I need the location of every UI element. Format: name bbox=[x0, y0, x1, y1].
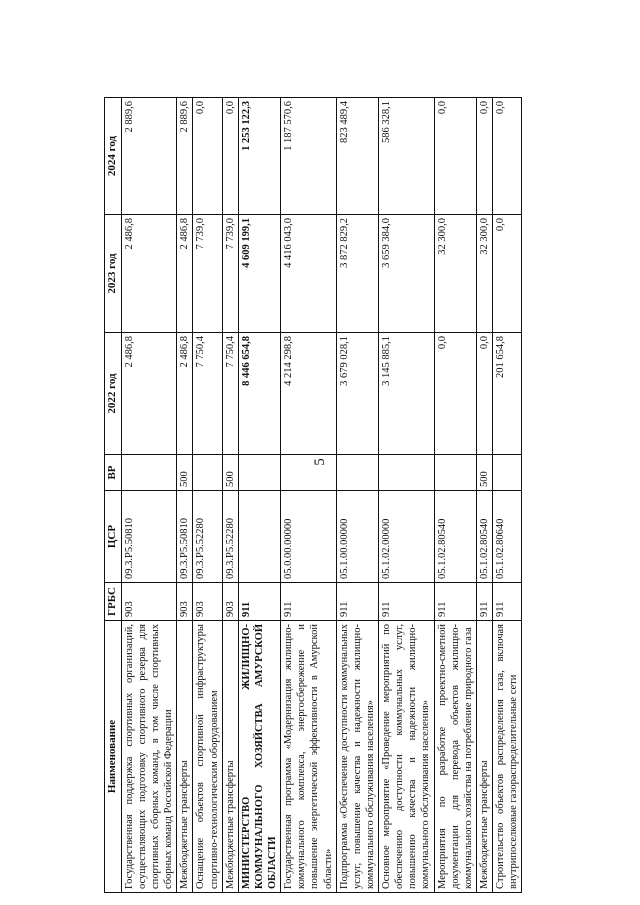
table-row bbox=[493, 98, 522, 893]
cell-name: Межбюджетные трансферты bbox=[476, 621, 492, 893]
table-row bbox=[121, 98, 177, 893]
cell-vr bbox=[281, 455, 337, 491]
cell-2023: 2 486,8 bbox=[177, 215, 193, 333]
cell-2022: 3 145 885,1 bbox=[379, 333, 435, 455]
cell-csr: 05.1.02.80540 bbox=[434, 491, 476, 583]
cell-grbs: 911 bbox=[281, 583, 337, 621]
cell-2022: 2 486,8 bbox=[121, 333, 177, 455]
cell-vr bbox=[193, 455, 222, 491]
cell-name: Государственная поддержка спортивных организаций, осуществляющих подготовку спортивного резерва для спортивных сборных команд, в том числе спортивных сборных команд Российской Федерации bbox=[121, 621, 177, 893]
table-row bbox=[476, 98, 492, 893]
cell-name: Основное мероприятие «Проведение мероприятий по обеспечению доступности коммунальных услуг, повышению качества и надежности жилищно-коммунального обслуживания населения» bbox=[379, 621, 435, 893]
table-row bbox=[177, 98, 193, 893]
cell-csr: 09.3.P5.52280 bbox=[193, 491, 222, 583]
cell-2022: 3 679 028,1 bbox=[336, 333, 378, 455]
cell-name: МИНИСТЕРСТВО ЖИЛИЩНО-КОММУНАЛЬНОГО ХОЗЯЙСТВА АМУРСКОЙ ОБЛАСТИ bbox=[238, 621, 280, 893]
cell-grbs: 903 bbox=[121, 583, 177, 621]
cell-csr: 05.1.02.80640 bbox=[493, 491, 522, 583]
cell-2022: 7 750,4 bbox=[193, 333, 222, 455]
table-header-row bbox=[105, 98, 122, 893]
cell-2023: 3 659 384,0 bbox=[379, 215, 435, 333]
header-csr: ЦСР bbox=[105, 491, 122, 583]
cell-2024: 1 253 122,3 bbox=[238, 98, 280, 215]
cell-2022: 0,0 bbox=[476, 333, 492, 455]
cell-vr bbox=[238, 455, 280, 491]
cell-grbs: 911 bbox=[238, 583, 280, 621]
cell-2024: 0,0 bbox=[493, 98, 522, 215]
cell-name: Государственная программа «Модернизация жилищно-коммунального комплекса, энергосбережение и повышение энергетической эффективности в Амурской области» bbox=[281, 621, 337, 893]
table-row bbox=[379, 98, 435, 893]
cell-2023: 3 872 829,2 bbox=[336, 215, 378, 333]
cell-2022: 8 446 654,8 bbox=[238, 333, 280, 455]
cell-grbs: 903 bbox=[222, 583, 238, 621]
page-number: 5 bbox=[312, 458, 328, 466]
cell-2023: 2 486,8 bbox=[121, 215, 177, 333]
cell-grbs: 911 bbox=[336, 583, 378, 621]
table-row bbox=[222, 98, 238, 893]
cell-2024: 0,0 bbox=[193, 98, 222, 215]
cell-2022: 201 654,8 bbox=[493, 333, 522, 455]
cell-2023: 7 739,0 bbox=[193, 215, 222, 333]
table-row bbox=[281, 98, 337, 893]
cell-vr bbox=[336, 455, 378, 491]
cell-vr bbox=[121, 455, 177, 491]
cell-vr: 500 bbox=[222, 455, 238, 491]
cell-name: Подпрограмма «Обеспечение доступности коммунальных услуг, повышение качества и надежности жилищно-коммунального обслуживания населения» bbox=[336, 621, 378, 893]
table-row bbox=[238, 98, 280, 893]
table-row bbox=[193, 98, 222, 893]
cell-vr bbox=[493, 455, 522, 491]
cell-2023: 4 609 199,1 bbox=[238, 215, 280, 333]
cell-grbs: 903 bbox=[177, 583, 193, 621]
cell-2022: 2 486,8 bbox=[177, 333, 193, 455]
table-row bbox=[336, 98, 378, 893]
cell-name: Межбюджетные трансферты bbox=[177, 621, 193, 893]
cell-grbs: 911 bbox=[379, 583, 435, 621]
cell-csr: 09.3.P5.52280 bbox=[222, 491, 238, 583]
cell-csr: 05.1.00.00000 bbox=[336, 491, 378, 583]
cell-vr: 500 bbox=[177, 455, 193, 491]
cell-2022: 7 750,4 bbox=[222, 333, 238, 455]
cell-name: Межбюджетные трансферты bbox=[222, 621, 238, 893]
table-row bbox=[434, 98, 476, 893]
cell-2022: 4 214 298,8 bbox=[281, 333, 337, 455]
cell-csr bbox=[238, 491, 280, 583]
budget-table bbox=[104, 97, 522, 893]
cell-grbs: 911 bbox=[476, 583, 492, 621]
cell-vr bbox=[434, 455, 476, 491]
cell-2024: 1 187 570,6 bbox=[281, 98, 337, 215]
cell-2024: 586 328,1 bbox=[379, 98, 435, 215]
cell-2023: 4 416 043,0 bbox=[281, 215, 337, 333]
cell-grbs: 903 bbox=[193, 583, 222, 621]
cell-grbs: 911 bbox=[493, 583, 522, 621]
header-grbs: ГРБС bbox=[105, 583, 122, 621]
cell-2024: 0,0 bbox=[434, 98, 476, 215]
cell-2024: 2 889,6 bbox=[177, 98, 193, 215]
cell-vr bbox=[379, 455, 435, 491]
header-name: Наименование bbox=[105, 621, 122, 893]
cell-2023: 0,0 bbox=[493, 215, 522, 333]
cell-name: Оснащение объектов спортивной инфраструктуры спортивно-технологическим оборудованием bbox=[193, 621, 222, 893]
cell-csr: 05.1.02.00000 bbox=[379, 491, 435, 583]
header-2022: 2022 год bbox=[105, 333, 122, 455]
cell-name: Строительство объектов распределения газа, включая внутрипоселковые газораспределительные сети bbox=[493, 621, 522, 893]
header-2024: 2024 год bbox=[105, 98, 122, 215]
cell-2022: 0,0 bbox=[434, 333, 476, 455]
cell-2024: 2 889,6 bbox=[121, 98, 177, 215]
cell-vr: 500 bbox=[476, 455, 492, 491]
budget-table-container bbox=[104, 98, 592, 893]
cell-2024: 823 489,4 bbox=[336, 98, 378, 215]
cell-grbs: 911 bbox=[434, 583, 476, 621]
header-vr: ВР bbox=[105, 455, 122, 491]
cell-2023: 7 739,0 bbox=[222, 215, 238, 333]
cell-2023: 32 300,0 bbox=[434, 215, 476, 333]
cell-csr: 05.0.00.00000 bbox=[281, 491, 337, 583]
cell-2024: 0,0 bbox=[222, 98, 238, 215]
table-body bbox=[121, 98, 522, 893]
cell-csr: 09.3.P5.50810 bbox=[177, 491, 193, 583]
cell-csr: 05.1.02.80540 bbox=[476, 491, 492, 583]
cell-2023: 32 300,0 bbox=[476, 215, 492, 333]
header-2023: 2023 год bbox=[105, 215, 122, 333]
cell-name: Мероприятия по разработке проектно-сметной документации для перевода объектов жилищно-коммунального хозяйства на потребление природного газа bbox=[434, 621, 476, 893]
cell-csr: 09.3.P5.50810 bbox=[121, 491, 177, 583]
cell-2024: 0,0 bbox=[476, 98, 492, 215]
